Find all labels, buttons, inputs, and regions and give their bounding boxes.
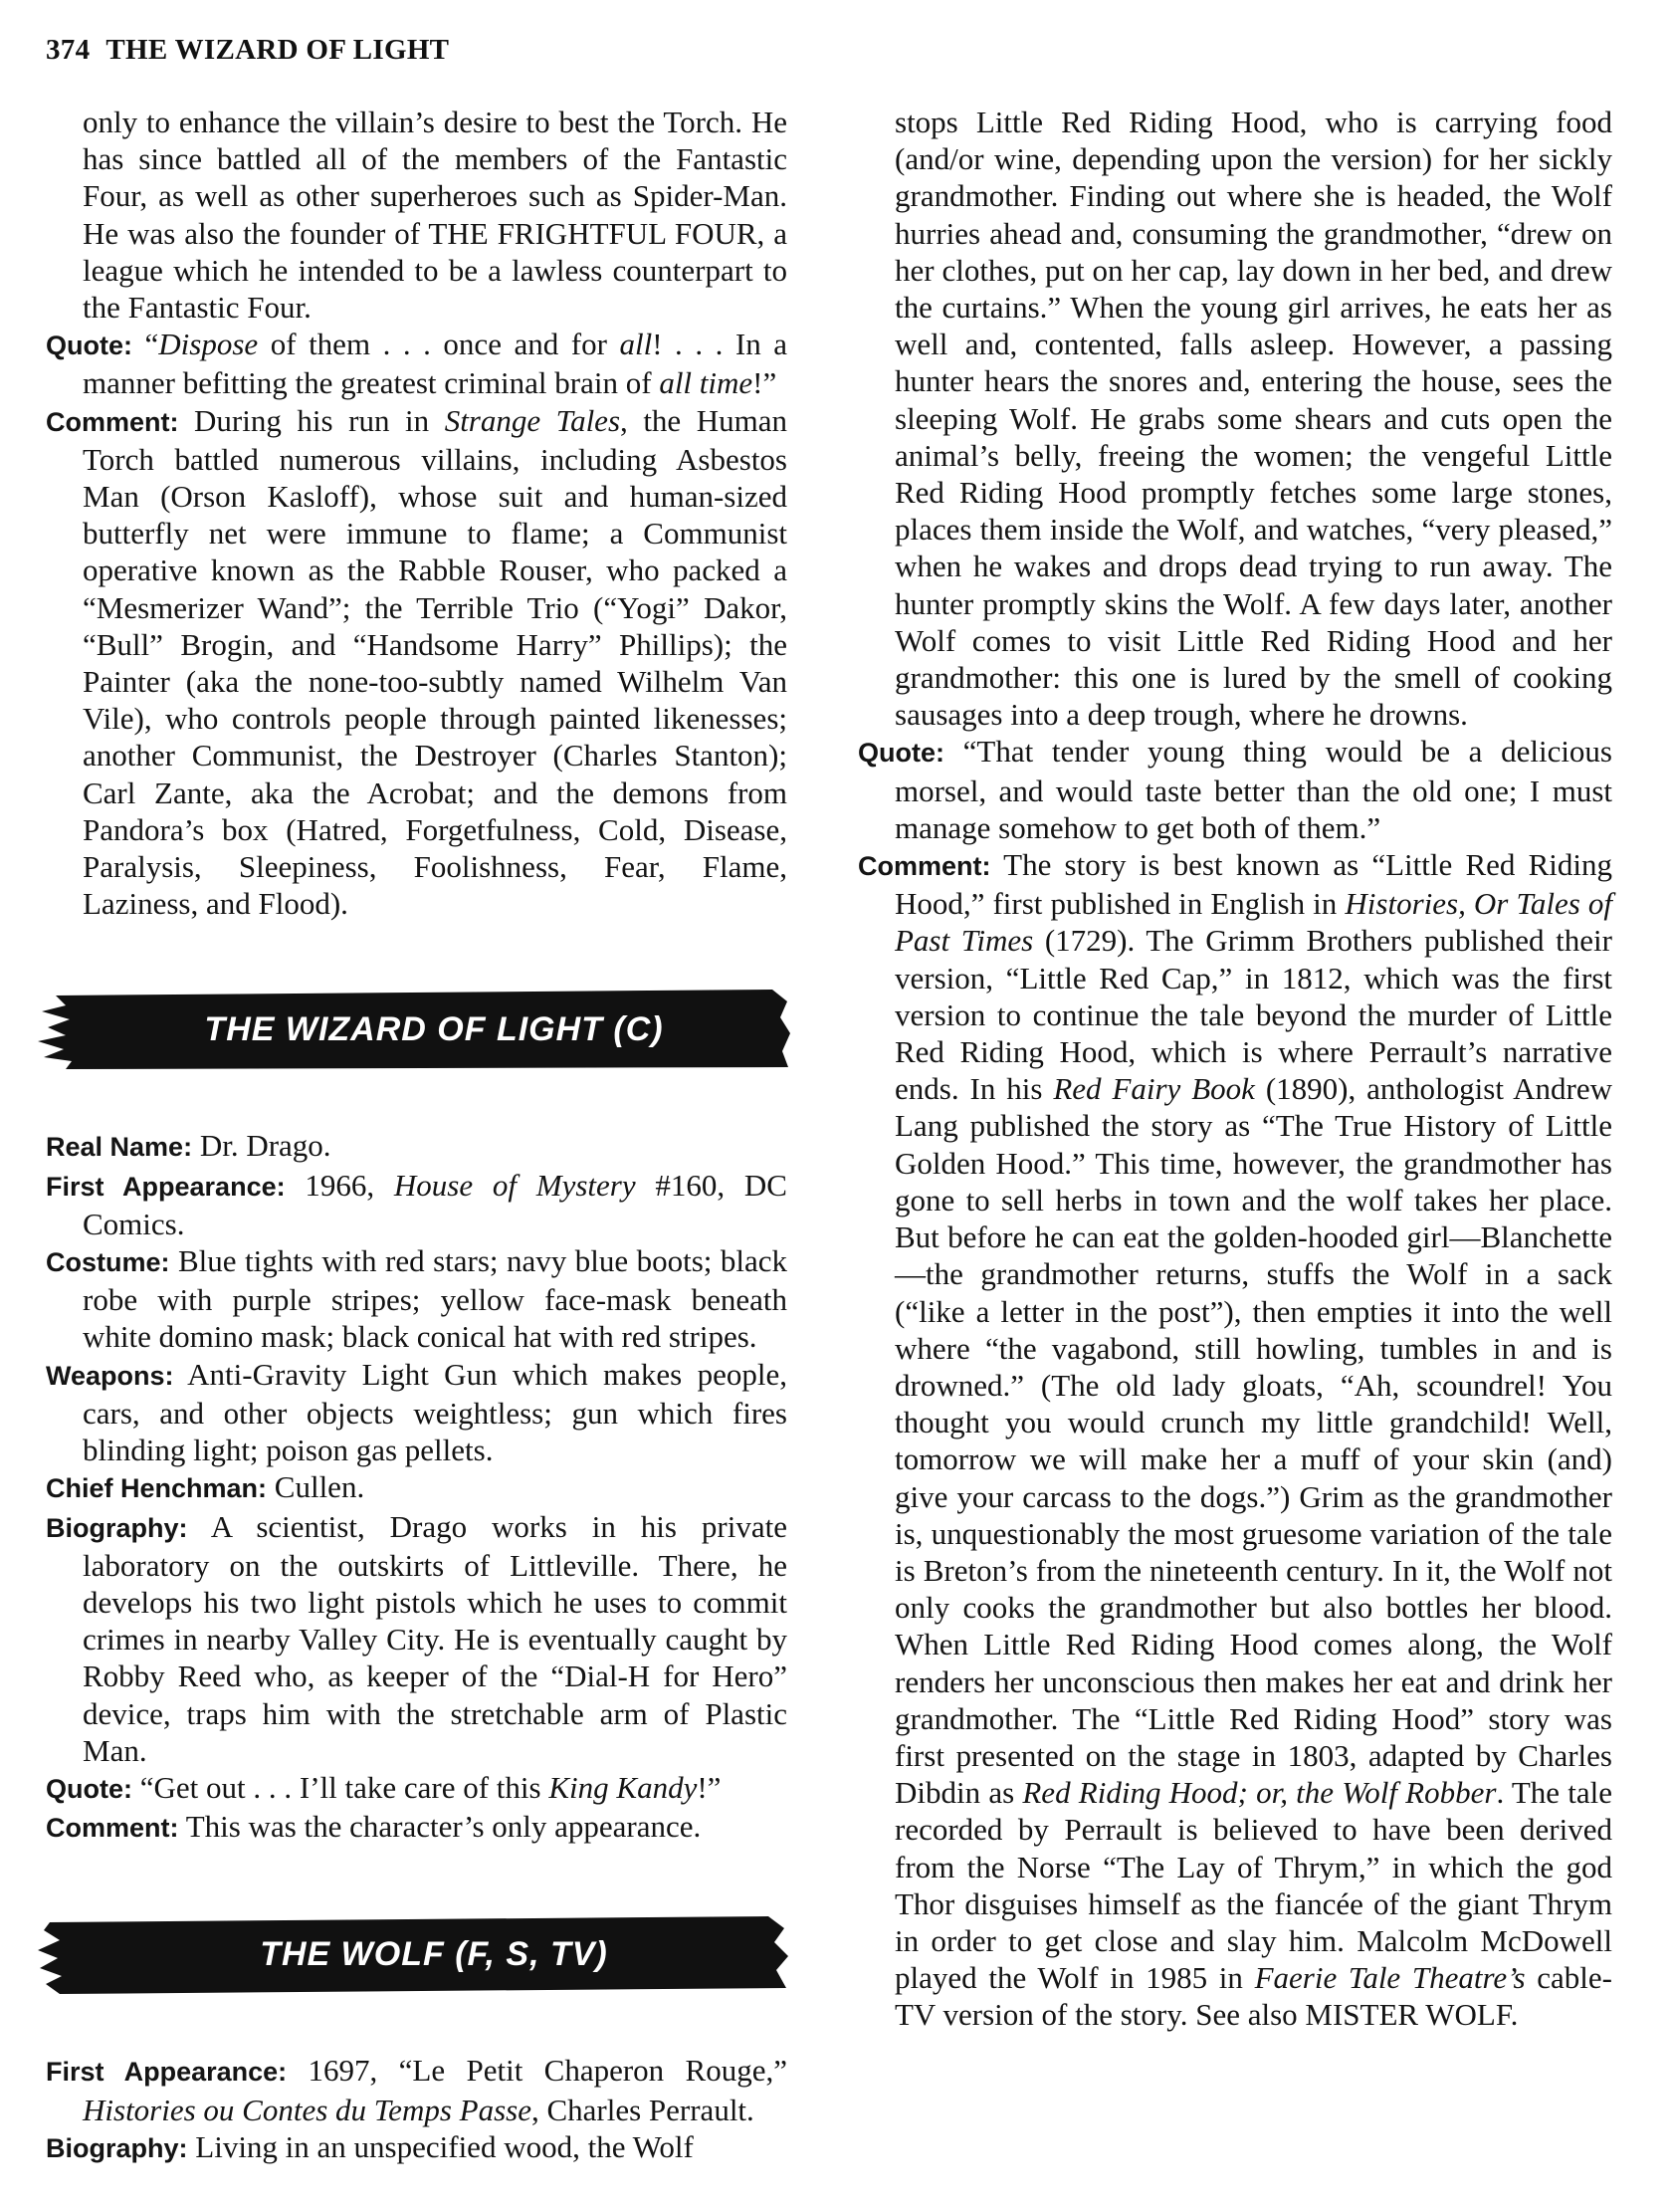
wizard-of-light-banner — [36, 988, 792, 1071]
first-appearance-text: #160, DC Comics. — [83, 1167, 787, 1241]
first-appearance-label: First Appearance: — [46, 1171, 286, 1202]
wizard-comment-field — [46, 1808, 787, 1847]
comment-emphasis: Red Fairy Book — [1053, 1071, 1255, 1107]
first-appearance-title: Histories ou Contes du Temps Passe — [83, 2092, 531, 2127]
previous-entry-comment — [46, 402, 787, 923]
quote-emphasis: all time — [659, 365, 753, 401]
comment-label: Comment: — [46, 1813, 179, 1844]
quote-label: Quote: — [46, 331, 132, 361]
wizard-quote-field — [46, 1769, 787, 1808]
quote-text: “Get out . . . I’ll take care of this — [132, 1769, 549, 1805]
real-name-label: Real Name: — [46, 1132, 193, 1163]
comment-text: . The tale recorded by Perrault is believed to have been derived from the Norse “The Lay of Thrym,” in which the god Thor disguises himself as the fiancée of the giant Thrym in order to get close and slay him. Malcolm McDowell played the Wolf in 1985 in — [895, 1775, 1613, 1996]
weapons-label: Weapons: — [46, 1360, 174, 1391]
quote-emphasis: all — [619, 327, 653, 362]
quote-text: !” — [752, 365, 777, 401]
wolf-biography-continuation: stops Little Red Riding Hood, who is carrying food (and/or wine, depending upon the version) for her sickly grandmother. Finding out where she is headed, the Wolf hurries ahead and, consuming the grandmother, “drew on her clothes, put on her cap, lay down in her bed, and drew the curtains.” When the young girl arrives, he eats her as well and, contented, falls asleep. However, a passing hunter hears the snores and, entering the house, sees the sleeping Wolf. He grabs some shears and cuts open the animal’s belly, freeing the women; the vengeful Little Red Riding Hood promptly fetches some large stones, places them inside the Wolf, and watches, “very pleased,” when he wakes and drops dead trying to run away. The hunter promptly skins the Wolf. A few days later, another Wolf comes to visit Little Red Riding Hood and her grandmother: this one is lured by the smell of cooking sausages into a deep trough, where he drowns. — [895, 105, 1612, 733]
quote-emphasis: King Kandy — [548, 1769, 698, 1805]
biography-value: Living in an unspecified wood, the Wolf — [187, 2128, 694, 2164]
first-appearance-title: House of Mystery — [393, 1167, 636, 1203]
costume-field — [46, 1242, 787, 1356]
wolf-first-appearance-field — [46, 2052, 787, 2127]
quote-label: Quote: — [858, 738, 944, 769]
first-appearance-text: , Charles Perrault. — [530, 2092, 754, 2127]
wolf-biography-field — [46, 2128, 787, 2167]
entry-heading: THE WOLF (F, S, TV) — [260, 1934, 608, 1973]
comment-label: Comment: — [858, 851, 991, 882]
first-appearance-text: 1966, — [285, 1167, 394, 1203]
wolf-banner — [36, 1912, 792, 1996]
page-number: 374 — [46, 34, 91, 66]
real-name-value: Dr. Drago. — [192, 1128, 331, 1164]
left-column — [46, 104, 787, 2167]
chief-henchman-field — [46, 1468, 787, 1507]
biography-label: Biography: — [46, 2132, 188, 2163]
comment-text: The story is best known as “Little Red Riding Hood,” first published in English in — [895, 847, 1612, 922]
comment-emphasis: Histories, Or Tales of Past Times — [895, 886, 1612, 959]
comment-emphasis: Strange Tales — [444, 402, 621, 438]
running-title: THE WIZARD OF LIGHT — [105, 34, 450, 66]
comment-text: (1729). The Grimm Brothers published their version, “Little Red Cap,” in 1812, which was the first version to continue the tale beyond the murder of Little Red Riding Hood, which is where Perrault’s narrative ends. In his — [895, 923, 1612, 1107]
comment-text: (1890), anthologist Andrew Lang published the story as “The True History of Little Golden Hood.” This time, however, the grandmother has gone to sell herbs in town and the wolf takes her place. But before he can eat the golden-hooded girl—Blanchette—the grandmother returns, stuffs the Wolf in a sack (“like a letter in the post”), then empties it into the well where “the vagabond, still howling, tumbles in and is drowned.” (The old lady gloats, “Ah, scoundrel! You thought you would crunch my little grandchild! Well, tomorrow we will make her a muff of your skin (and) give your carcass to the dogs.”) Grim as the grandmother is, unquestionably the most gruesome variation of the tale is Breton’s from the nineteenth century. In it, the Wolf not only cooks the grandmother but also bottles her blood. When Little Red Riding Hood comes along, the Wolf renders her unconscious then makes her eat and drink her grandmother. The “Little Red Riding Hood” story was first presented on the stage in 1803, adapted by Charles Dibdin as — [895, 1071, 1613, 1811]
quote-text: !” — [697, 1769, 722, 1805]
comment-text: , the Human Torch battled numerous villains, including Asbestos Man (Orson Kasloff), whose suit and human-sized butterfly net were immune to flame; a Communist operative known as the Rabble Rouser, who packed a “Mesmerizer Wand”; the Terrible Trio (“Yogi” Dakor, “Bull” Brogin, and “Handsome Harry” Phillips); the Painter (aka the none-too-subtly named Wilhelm Van Vile), who controls people through painted likenesses; another Communist, the Destroyer (Charles Stanton); Carl Zante, aka the Acrobat; and the demons from Pandora’s box (Hatred, Forgetfulness, Cold, Disease, Paralysis, Sleepiness, Foolishness, Fear, Flame, Laziness, and Flood). — [83, 402, 787, 922]
comment-text: During his run in — [178, 402, 445, 438]
quote-text: ! . . . In a manner befitting the greatest criminal brain of — [83, 327, 787, 401]
quote-label: Quote: — [46, 1773, 132, 1804]
previous-entry-quote — [46, 326, 787, 401]
comment-emphasis: Faerie Tale Theatre’s — [1254, 1960, 1526, 1996]
quote-text: “ — [144, 327, 159, 362]
running-head — [46, 34, 449, 67]
costume-label: Costume: — [46, 1247, 170, 1278]
chief-henchman-label: Chief Henchman: — [46, 1473, 268, 1504]
quote-text: of them . . . once and for — [258, 327, 620, 362]
first-appearance-text: 1697, “Le Petit Chaperon Rouge,” — [287, 2053, 787, 2089]
entry-heading: THE WIZARD OF LIGHT (C) — [204, 1009, 664, 1048]
biography-field — [46, 1508, 787, 1769]
comment-label: Comment: — [46, 406, 179, 437]
comment-text: cable-TV version of the story. See also MISTER WOLF. — [895, 1960, 1612, 2033]
biography-value: A scientist, Drago works in his private laboratory on the outskirts of Littleville. There, he develops his two light pistols which he uses to commit crimes in nearby Valley City. He is eventually caught by Robby Reed who, as keeper of the “Dial-H for Hero” device, traps him with the stretchable arm of Plastic Man. — [83, 1508, 787, 1768]
weapons-field — [46, 1356, 787, 1469]
first-appearance-label: First Appearance: — [46, 2057, 288, 2088]
quote-emphasis: Dispose — [158, 327, 259, 362]
first-appearance-field — [46, 1167, 787, 1242]
comment-value: This was the character’s only appearance. — [178, 1809, 702, 1845]
real-name-field — [46, 1127, 787, 1166]
wolf-comment-field — [858, 846, 1612, 2034]
comment-emphasis: Red Riding Hood; or, the Wolf Robber — [1022, 1775, 1497, 1811]
costume-value: Blue tights with red stars; navy blue boots; black robe with purple stripes; yellow face-mask beneath white domino mask; black conical hat with red stripes. — [83, 1243, 787, 1355]
right-column — [858, 104, 1612, 2034]
quote-value: “That tender young thing would be a delicious morsel, and would taste better than the old one; I must manage somehow to get both of them.” — [895, 734, 1612, 845]
wolf-quote-field — [858, 733, 1612, 846]
chief-henchman-value: Cullen. — [267, 1469, 365, 1505]
weapons-value: Anti-Gravity Light Gun which makes people, cars, and other objects weightless; gun which fires blinding light; poison gas pellets. — [83, 1356, 787, 1468]
biography-label: Biography: — [46, 1512, 188, 1543]
previous-entry-continuation: only to enhance the villain’s desire to best the Torch. He has since battled all of the members of the Fantastic Four, as well as other superheroes such as Spider-Man. He was also the founder of THE FRIGHTFUL FOUR, a league which he intended to be a lawless counterpart to the Fantastic Four. — [83, 105, 787, 326]
